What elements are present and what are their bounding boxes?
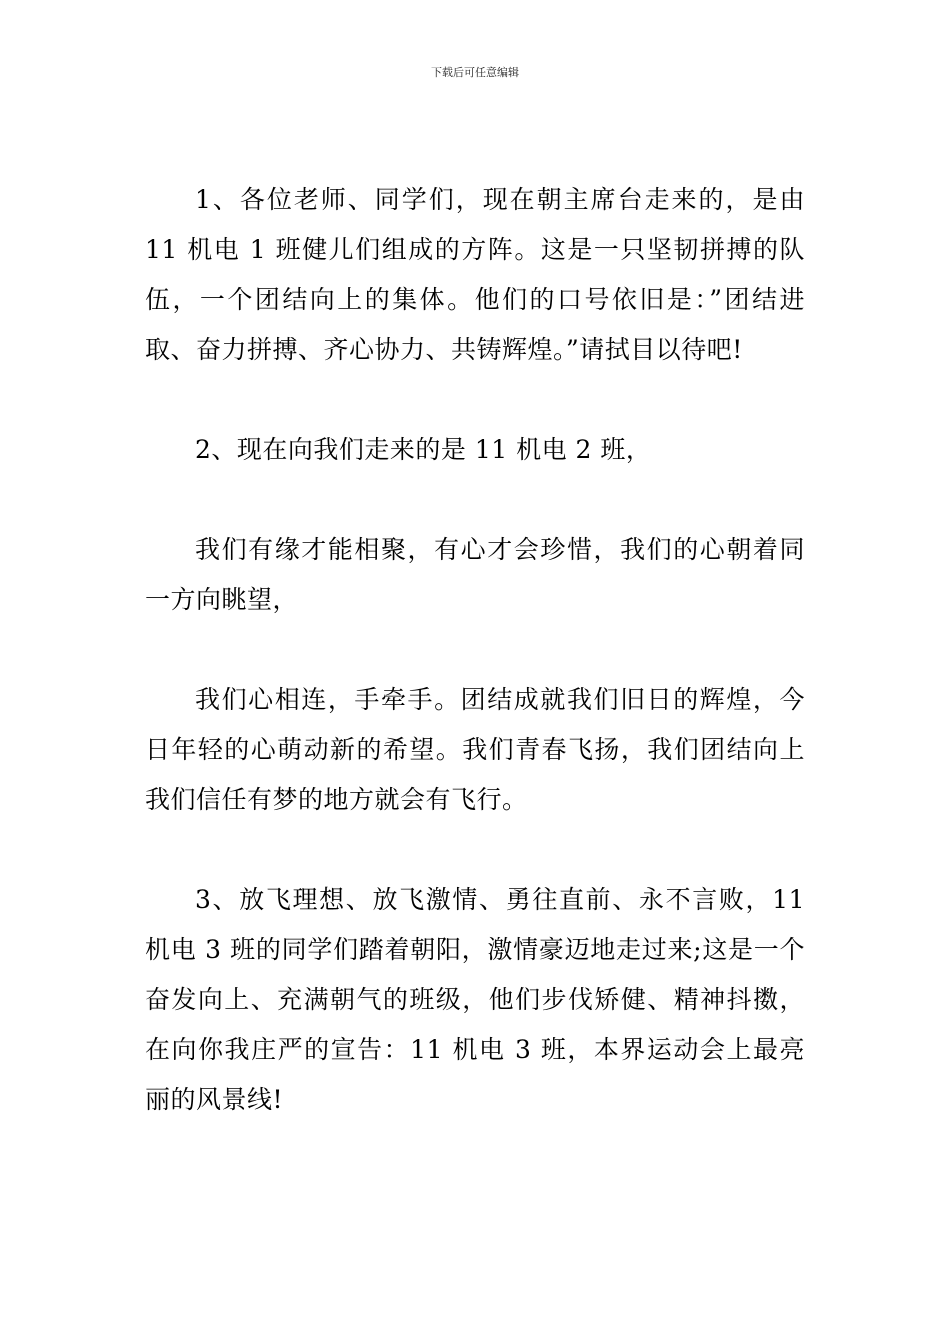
- paragraph-class-2-verse-1: 我们有缘才能相聚，有心才会珍惜，我们的心朝着同一方向眺望，: [145, 535, 805, 614]
- paragraph-class-1-intro: 1、各位老师、同学们，现在朝主席台走来的，是由 11 机电 1 班健儿们组成的方阵。这是一只坚韧拼搏的队伍，一个团结向上的集体。他们的口号依旧是：”团结进取、奋力拼搏、齐心协力、共铸辉煌。”请拭目以待吧!: [145, 185, 805, 364]
- document-body: [145, 175, 805, 1125]
- paragraph-class-2-verse-2: 我们心相连，手牵手。团结成就我们旧日的辉煌，今日年轻的心萌动新的希望。我们青春飞扬，我们团结向上我们信任有梦的地方就会有飞行。: [145, 685, 805, 814]
- page-header: 下载后可任意编辑: [431, 66, 519, 79]
- paragraph-class-3-intro: 3、放飞理想、放飞激情、勇往直前、永不言败，11 机电 3 班的同学们踏着朝阳，激情豪迈地走过来;这是一个奋发向上、充满朝气的班级，他们步伐矫健、精神抖擞，在向你我庄严的宣告：11 机电 3 班，本界运动会上最亮丽的风景线!: [145, 885, 805, 1114]
- paragraph-class-2-intro: 2、现在向我们走来的是 11 机电 2 班，: [195, 435, 652, 464]
